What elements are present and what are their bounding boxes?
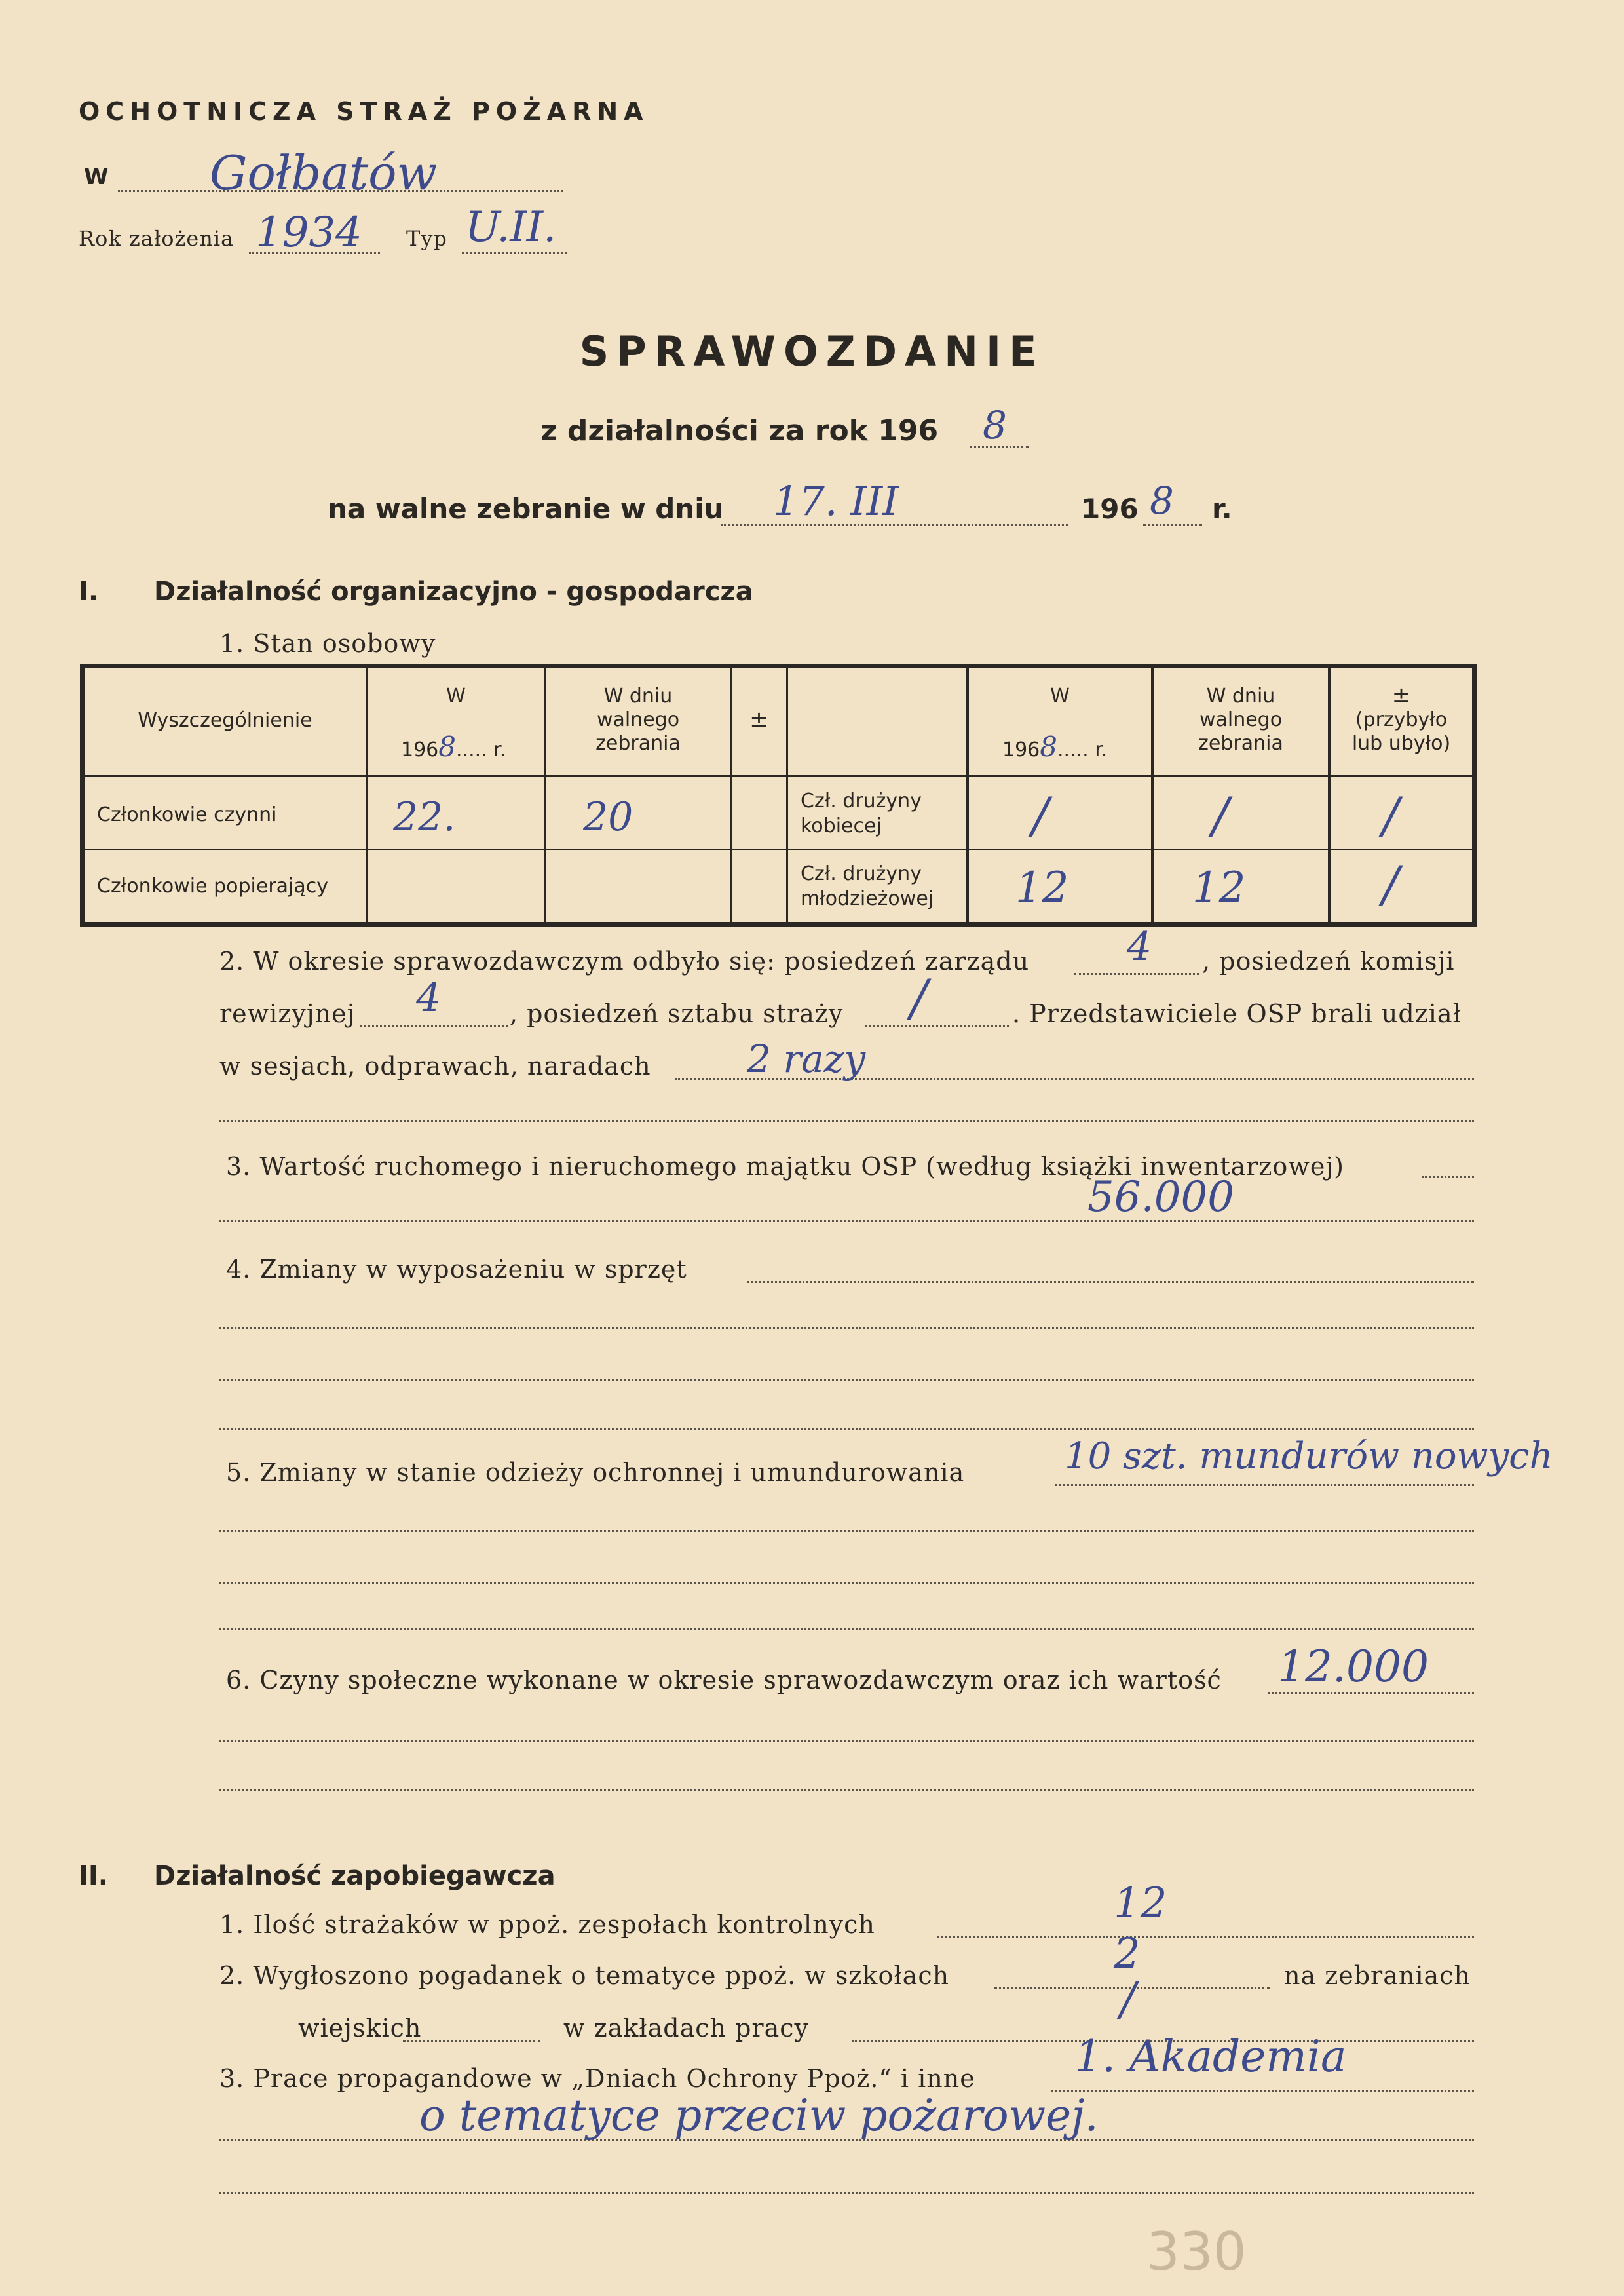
table-row-label: Czł. drużyny: [801, 790, 922, 813]
s1-item4-dots: [219, 1327, 1474, 1329]
rok-value: 1934: [255, 208, 362, 257]
th-pm2-2: (przybyło: [1355, 708, 1448, 731]
s1-item6-value: 12.000: [1277, 1641, 1429, 1692]
table-cell-value: /: [1032, 786, 1049, 845]
s1-item2-text: rewizyjnej: [219, 999, 356, 1028]
rok-label: Rok założenia: [79, 226, 235, 251]
table-cell-value: /: [1382, 786, 1399, 845]
table-cell-value: 22.: [393, 794, 456, 840]
table-row-label: Czł. drużyny: [801, 862, 922, 885]
s1-item2-text: w sesjach, odprawach, naradach: [219, 1052, 651, 1081]
subtitle-prefix: z działalności za rok 196: [540, 414, 939, 448]
s1-item5-value: 10 szt. mundurów nowych: [1065, 1435, 1553, 1478]
s1-item2-text: 2. W okresie sprawozdawczym odbyło się: posiedzeń zarządu: [219, 947, 1030, 976]
s1-item4-text: 4. Zmiany w wyposażeniu w sprzęt: [226, 1255, 687, 1284]
meeting-year: 8: [1150, 478, 1174, 523]
table-cell-value: /: [1212, 786, 1229, 845]
s2-item1-text: 1. Ilość strażaków w ppoż. zespołach kontrolnych: [219, 1910, 875, 1939]
s1-item2-value: /: [911, 968, 928, 1027]
table-row-label: młodzieżowej: [801, 887, 934, 910]
s1-item2-text: . Przedstawiciele OSP brali udział: [1012, 999, 1462, 1028]
s2-item3-value: 1. Akademia: [1074, 2031, 1347, 2082]
s2-item3-dots: [219, 2192, 1474, 2194]
s2-item2-text: 2. Wygłoszono pogadanek o tematyce ppoż. w szkołach: [219, 1961, 950, 1990]
s2-item3-dots: [1051, 2090, 1474, 2092]
s1-item4-dots: [219, 1379, 1474, 1381]
s2-item2-value: /: [1120, 1972, 1136, 2026]
s1-item4-dots: [747, 1281, 1474, 1283]
document-title: SPRAWOZDANIE: [579, 328, 1045, 375]
typ-value: U.II.: [465, 203, 557, 252]
s1-item2-dots: [219, 1120, 1474, 1122]
s1-item2-text: , posiedzeń sztabu straży: [510, 999, 844, 1028]
meeting-year-prefix: 196: [1081, 493, 1139, 525]
th-dniu-3-left: zebrania: [595, 732, 681, 755]
section2-number: II.: [79, 1861, 108, 1891]
s1-item2-dots: [360, 1025, 508, 1027]
th-w-left: W: [446, 685, 466, 708]
table-cell-value: 20: [583, 794, 633, 840]
w-value: Gołbatów: [210, 145, 438, 201]
section1-item1: 1. Stan osobowy: [219, 629, 436, 658]
s1-item3-dots: [1422, 1176, 1474, 1178]
s2-item2-text: wiejskich: [298, 2014, 422, 2042]
th-dniu-3-right: zebrania: [1198, 732, 1283, 755]
s1-item3-value: 56.000: [1087, 1173, 1234, 1221]
s1-item6-dots: [1268, 1692, 1474, 1694]
meeting-prefix: na walne zebranie w dniu: [328, 493, 724, 525]
s1-item2-dots: [865, 1025, 1009, 1027]
table-row-label: Członkowie popierający: [97, 875, 329, 898]
org-title: OCHOTNICZA STRAŻ POŻARNA: [79, 97, 649, 126]
s1-item2-value: 2 razy: [747, 1037, 865, 1081]
s1-item5-text: 5. Zmiany w stanie odzieży ochronnej i umundurowania: [226, 1458, 965, 1487]
s2-item1-dots: [937, 1936, 1474, 1938]
table-cell-value: 12: [1015, 864, 1069, 912]
th-dniu-2-right: walnego: [1199, 708, 1283, 731]
s1-item6-dots: [219, 1740, 1474, 1742]
s1-item6-text: 6. Czyny społeczne wykonane w okresie sprawozdawczym oraz ich wartość: [226, 1666, 1222, 1694]
s2-item2-text: na zebraniach: [1284, 1961, 1471, 1990]
s2-item2-dots: [403, 2040, 540, 2042]
s1-item5-dots: [219, 1582, 1474, 1584]
section1-number: I.: [79, 577, 99, 607]
w-label: W: [84, 164, 115, 190]
th-year-left: 1968..... r.: [401, 731, 506, 763]
table-cell-value: 12: [1192, 864, 1246, 912]
s1-item5-dots: [219, 1530, 1474, 1532]
meeting-year-dots: [1143, 524, 1202, 526]
s1-item4-dots: [219, 1428, 1474, 1430]
s1-item5-dots: [219, 1628, 1474, 1630]
subtitle-year: 8: [983, 403, 1007, 448]
s1-item2-dots: [1074, 973, 1199, 975]
th-pm2-3: lub ubyło): [1351, 732, 1451, 755]
s1-item3-dots: [219, 1220, 1474, 1222]
table-row-label: kobiecej: [801, 814, 882, 837]
th-dniu-1-right: W dniu: [1206, 685, 1275, 708]
th-dniu-2-left: walnego: [596, 708, 680, 731]
table-cell-value: /: [1382, 855, 1399, 913]
meeting-suffix: r.: [1212, 493, 1232, 525]
s1-item5-dots: [1055, 1484, 1474, 1486]
s2-item2-value: 2: [1114, 1930, 1141, 1978]
s2-item3-value: o tematyce przeciw pożarowej.: [419, 2090, 1099, 2141]
s1-item3-text: 3. Wartość ruchomego i nieruchomego majątku OSP (według książki inwentarzowej): [226, 1152, 1344, 1181]
table-row-label: Członkowie czynni: [97, 803, 277, 826]
th-dniu-1-left: W dniu: [603, 685, 673, 708]
th-plus-minus: ±: [749, 706, 768, 733]
th-wyszczegolnienie: Wyszczególnienie: [138, 709, 312, 732]
th-w-right: W: [1050, 685, 1070, 708]
section2-title: Działalność zapobiegawcza: [154, 1861, 556, 1891]
meeting-date: 17. III: [773, 477, 899, 525]
page-number: 330: [1146, 2221, 1247, 2282]
s2-item1-value: 12: [1114, 1879, 1167, 1928]
section1-title: Działalność organizacyjno - gospodarcza: [154, 577, 753, 607]
s1-item2-text: , posiedzeń komisji: [1202, 947, 1455, 976]
s1-item6-dots: [219, 1789, 1474, 1791]
typ-dotted-line: [462, 252, 567, 254]
th-pm2-1: ±: [1391, 682, 1411, 708]
s1-item2-value: 4: [416, 975, 442, 1021]
s2-item3-text: 3. Prace propagandowe w „Dniach Ochrony Ppoż.“ i inne: [219, 2064, 975, 2093]
s2-item2-text: w zakładach pracy: [563, 2014, 809, 2042]
s1-item2-value: 4: [1127, 924, 1152, 970]
typ-label: Typ: [406, 226, 447, 251]
th-year-right: 1968..... r.: [1002, 731, 1108, 763]
